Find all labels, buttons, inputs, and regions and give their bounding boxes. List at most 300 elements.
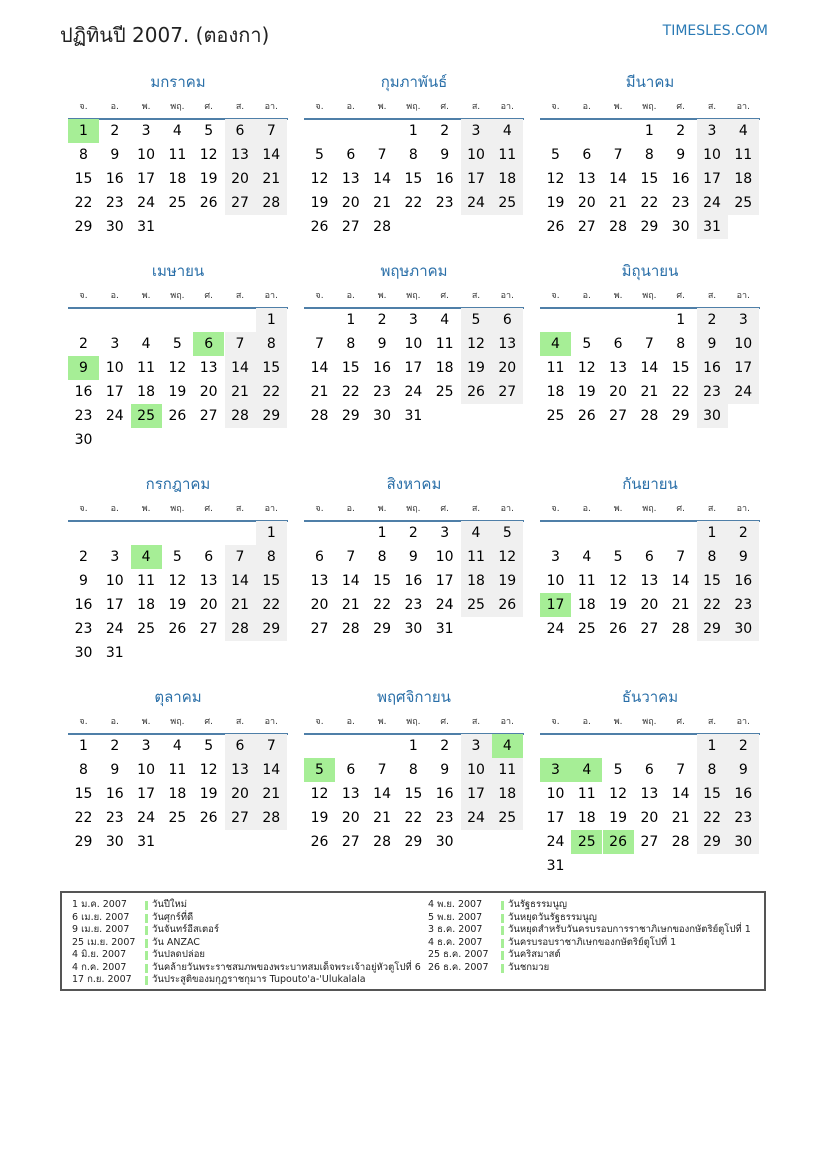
day-cell[interactable]: 1 [697, 521, 728, 545]
day-cell[interactable]: 21 [640, 384, 659, 400]
day-cell[interactable]: 22 [341, 384, 360, 400]
day-cell[interactable]: 25 [492, 806, 523, 830]
day-cell[interactable]: 14 [640, 360, 659, 376]
holiday-day-cell[interactable]: 9 [68, 356, 99, 380]
day-cell[interactable]: 10 [697, 143, 728, 167]
holiday-day-cell[interactable]: 4 [571, 758, 602, 782]
day-cell[interactable]: 30 [728, 830, 759, 854]
day-cell[interactable]: 27 [225, 191, 256, 215]
day-cell[interactable]: 6 [346, 762, 356, 778]
day-cell[interactable]: 6 [492, 308, 523, 332]
day-cell[interactable]: 24 [546, 621, 565, 637]
day-cell[interactable]: 19 [199, 786, 218, 802]
day-cell[interactable]: 27 [609, 408, 627, 424]
day-cell[interactable]: 24 [404, 384, 423, 400]
day-cell[interactable]: 11 [577, 573, 596, 589]
day-cell[interactable]: 28 [671, 621, 690, 637]
day-cell[interactable]: 22 [697, 593, 728, 617]
day-cell[interactable]: 18 [492, 782, 523, 806]
day-cell[interactable]: 28 [640, 408, 659, 424]
day-cell[interactable]: 6 [225, 734, 256, 758]
day-cell[interactable]: 5 [551, 147, 560, 163]
day-cell[interactable]: 19 [199, 171, 218, 187]
day-cell[interactable]: 8 [256, 332, 287, 356]
day-cell[interactable]: 24 [137, 195, 155, 211]
day-cell[interactable]: 9 [377, 336, 387, 352]
day-cell[interactable]: 7 [377, 762, 387, 778]
day-cell[interactable]: 11 [492, 758, 523, 782]
holiday-day-cell[interactable]: 25 [571, 830, 602, 854]
day-cell[interactable]: 19 [168, 384, 187, 400]
day-cell[interactable]: 29 [404, 834, 423, 850]
day-cell[interactable]: 18 [546, 384, 565, 400]
day-cell[interactable]: 20 [341, 810, 360, 826]
day-cell[interactable]: 16 [671, 171, 690, 187]
day-cell[interactable]: 19 [492, 569, 523, 593]
day-cell[interactable]: 13 [609, 360, 627, 376]
day-cell[interactable]: 27 [577, 219, 596, 235]
day-cell[interactable]: 29 [640, 219, 659, 235]
day-cell[interactable]: 21 [310, 384, 329, 400]
day-cell[interactable]: 26 [199, 810, 218, 826]
day-cell[interactable]: 12 [310, 786, 329, 802]
day-cell[interactable]: 12 [199, 762, 218, 778]
day-cell[interactable]: 30 [404, 621, 423, 637]
day-cell[interactable]: 26 [168, 621, 187, 637]
day-cell[interactable]: 31 [137, 834, 155, 850]
day-cell[interactable]: 1 [256, 521, 287, 545]
day-cell[interactable]: 31 [546, 858, 565, 874]
day-cell[interactable]: 26 [492, 593, 523, 617]
day-cell[interactable]: 13 [577, 171, 596, 187]
day-cell[interactable]: 22 [404, 195, 423, 211]
day-cell[interactable]: 15 [341, 360, 360, 376]
day-cell[interactable]: 28 [373, 219, 391, 235]
day-cell[interactable]: 29 [373, 621, 391, 637]
day-cell[interactable]: 30 [728, 617, 759, 641]
holiday-day-cell[interactable]: 6 [193, 332, 224, 356]
day-cell[interactable]: 21 [225, 593, 256, 617]
day-cell[interactable]: 22 [640, 195, 659, 211]
day-cell[interactable]: 15 [404, 786, 423, 802]
day-cell[interactable]: 21 [373, 810, 391, 826]
day-cell[interactable]: 5 [492, 521, 523, 545]
day-cell[interactable]: 8 [644, 147, 654, 163]
day-cell[interactable]: 28 [256, 806, 287, 830]
day-cell[interactable]: 8 [377, 549, 387, 565]
day-cell[interactable]: 4 [582, 549, 592, 565]
day-cell[interactable]: 15 [74, 786, 93, 802]
day-cell[interactable]: 13 [341, 171, 360, 187]
day-cell[interactable]: 9 [440, 762, 450, 778]
holiday-day-cell[interactable]: 4 [131, 545, 162, 569]
day-cell[interactable]: 26 [310, 219, 329, 235]
day-cell[interactable]: 27 [341, 834, 360, 850]
day-cell[interactable]: 7 [256, 734, 287, 758]
day-cell[interactable]: 20 [199, 384, 218, 400]
day-cell[interactable]: 20 [225, 167, 256, 191]
day-cell[interactable]: 23 [105, 195, 124, 211]
day-cell[interactable]: 20 [225, 782, 256, 806]
day-cell[interactable]: 19 [546, 195, 565, 211]
holiday-day-cell[interactable]: 5 [304, 758, 335, 782]
day-cell[interactable]: 21 [671, 810, 690, 826]
day-cell[interactable]: 12 [609, 786, 627, 802]
day-cell[interactable]: 8 [676, 336, 686, 352]
day-cell[interactable]: 16 [105, 171, 124, 187]
day-cell[interactable]: 10 [461, 143, 492, 167]
day-cell[interactable]: 9 [110, 762, 120, 778]
day-cell[interactable]: 16 [435, 171, 454, 187]
day-cell[interactable]: 26 [546, 219, 565, 235]
day-cell[interactable]: 11 [728, 143, 759, 167]
day-cell[interactable]: 25 [492, 191, 523, 215]
day-cell[interactable]: 27 [492, 380, 523, 404]
day-cell[interactable]: 4 [461, 521, 492, 545]
day-cell[interactable]: 11 [492, 143, 523, 167]
day-cell[interactable]: 25 [461, 593, 492, 617]
day-cell[interactable]: 25 [728, 191, 759, 215]
day-cell[interactable]: 7 [256, 119, 287, 143]
day-cell[interactable]: 20 [492, 356, 523, 380]
day-cell[interactable]: 7 [644, 336, 654, 352]
day-cell[interactable]: 26 [609, 621, 627, 637]
day-cell[interactable]: 22 [256, 380, 287, 404]
day-cell[interactable]: 20 [640, 810, 659, 826]
day-cell[interactable]: 14 [225, 569, 256, 593]
day-cell[interactable]: 16 [373, 360, 391, 376]
day-cell[interactable]: 22 [74, 810, 93, 826]
day-cell[interactable]: 18 [461, 569, 492, 593]
day-cell[interactable]: 6 [225, 119, 256, 143]
day-cell[interactable]: 15 [256, 356, 287, 380]
day-cell[interactable]: 10 [546, 573, 565, 589]
day-cell[interactable]: 22 [697, 806, 728, 830]
day-cell[interactable]: 16 [74, 384, 93, 400]
day-cell[interactable]: 10 [137, 762, 155, 778]
day-cell[interactable]: 27 [640, 834, 659, 850]
day-cell[interactable]: 18 [728, 167, 759, 191]
day-cell[interactable]: 24 [728, 380, 759, 404]
day-cell[interactable]: 30 [105, 834, 124, 850]
day-cell[interactable]: 29 [256, 404, 287, 428]
day-cell[interactable]: 30 [697, 404, 728, 428]
day-cell[interactable]: 31 [435, 621, 454, 637]
day-cell[interactable]: 3 [440, 525, 450, 541]
day-cell[interactable]: 31 [404, 408, 423, 424]
day-cell[interactable]: 5 [613, 549, 623, 565]
day-cell[interactable]: 28 [341, 621, 360, 637]
day-cell[interactable]: 21 [256, 167, 287, 191]
day-cell[interactable]: 1 [79, 738, 88, 754]
day-cell[interactable]: 6 [315, 549, 324, 565]
day-cell[interactable]: 2 [110, 123, 120, 139]
day-cell[interactable]: 23 [404, 597, 423, 613]
day-cell[interactable]: 3 [551, 549, 560, 565]
day-cell[interactable]: 19 [609, 810, 627, 826]
day-cell[interactable]: 3 [461, 734, 492, 758]
day-cell[interactable]: 18 [492, 167, 523, 191]
day-cell[interactable]: 19 [461, 356, 492, 380]
day-cell[interactable]: 14 [671, 786, 690, 802]
day-cell[interactable]: 29 [74, 219, 93, 235]
day-cell[interactable]: 6 [644, 762, 654, 778]
day-cell[interactable]: 1 [346, 312, 356, 328]
day-cell[interactable]: 5 [461, 308, 492, 332]
day-cell[interactable]: 11 [168, 147, 187, 163]
day-cell[interactable]: 5 [204, 738, 214, 754]
day-cell[interactable]: 24 [137, 810, 155, 826]
day-cell[interactable]: 29 [697, 830, 728, 854]
day-cell[interactable]: 10 [435, 549, 454, 565]
day-cell[interactable]: 10 [404, 336, 423, 352]
day-cell[interactable]: 26 [310, 834, 329, 850]
day-cell[interactable]: 23 [74, 621, 93, 637]
day-cell[interactable]: 12 [577, 360, 596, 376]
day-cell[interactable]: 23 [697, 380, 728, 404]
day-cell[interactable]: 13 [225, 143, 256, 167]
day-cell[interactable]: 6 [582, 147, 592, 163]
day-cell[interactable]: 7 [377, 147, 387, 163]
day-cell[interactable]: 7 [676, 549, 686, 565]
day-cell[interactable]: 1 [377, 525, 387, 541]
day-cell[interactable]: 13 [225, 758, 256, 782]
day-cell[interactable]: 28 [671, 834, 690, 850]
day-cell[interactable]: 23 [728, 593, 759, 617]
day-cell[interactable]: 5 [204, 123, 214, 139]
day-cell[interactable]: 15 [373, 573, 391, 589]
day-cell[interactable]: 12 [168, 573, 187, 589]
day-cell[interactable]: 4 [172, 738, 182, 754]
day-cell[interactable]: 27 [199, 621, 218, 637]
day-cell[interactable]: 30 [74, 645, 93, 661]
day-cell[interactable]: 26 [577, 408, 596, 424]
day-cell[interactable]: 16 [697, 356, 728, 380]
day-cell[interactable]: 28 [373, 834, 391, 850]
day-cell[interactable]: 14 [256, 143, 287, 167]
day-cell[interactable]: 29 [256, 617, 287, 641]
day-cell[interactable]: 29 [697, 617, 728, 641]
day-cell[interactable]: 22 [671, 384, 690, 400]
day-cell[interactable]: 13 [310, 573, 329, 589]
day-cell[interactable]: 9 [79, 573, 88, 589]
day-cell[interactable]: 11 [168, 762, 187, 778]
day-cell[interactable]: 8 [697, 545, 728, 569]
day-cell[interactable]: 28 [609, 219, 627, 235]
day-cell[interactable]: 17 [137, 171, 155, 187]
day-cell[interactable]: 1 [408, 738, 418, 754]
day-cell[interactable]: 28 [256, 191, 287, 215]
day-cell[interactable]: 31 [137, 219, 155, 235]
day-cell[interactable]: 13 [199, 360, 218, 376]
day-cell[interactable]: 21 [256, 782, 287, 806]
day-cell[interactable]: 15 [697, 569, 728, 593]
day-cell[interactable]: 17 [105, 597, 124, 613]
day-cell[interactable]: 6 [644, 549, 654, 565]
holiday-day-cell[interactable]: 26 [603, 830, 634, 854]
day-cell[interactable]: 10 [105, 360, 124, 376]
day-cell[interactable]: 26 [199, 195, 218, 211]
day-cell[interactable]: 23 [74, 408, 93, 424]
day-cell[interactable]: 19 [310, 810, 329, 826]
day-cell[interactable]: 12 [199, 147, 218, 163]
day-cell[interactable]: 11 [435, 336, 454, 352]
day-cell[interactable]: 19 [609, 597, 627, 613]
day-cell[interactable]: 2 [697, 308, 728, 332]
day-cell[interactable]: 3 [110, 336, 120, 352]
day-cell[interactable]: 14 [225, 356, 256, 380]
day-cell[interactable]: 20 [577, 195, 596, 211]
day-cell[interactable]: 27 [341, 219, 360, 235]
day-cell[interactable]: 20 [199, 597, 218, 613]
day-cell[interactable]: 4 [141, 336, 151, 352]
day-cell[interactable]: 17 [404, 360, 423, 376]
day-cell[interactable]: 3 [141, 738, 151, 754]
day-cell[interactable]: 2 [676, 123, 686, 139]
day-cell[interactable]: 7 [676, 762, 686, 778]
day-cell[interactable]: 17 [105, 384, 124, 400]
day-cell[interactable]: 12 [609, 573, 627, 589]
holiday-day-cell[interactable]: 1 [68, 119, 99, 143]
day-cell[interactable]: 16 [728, 782, 759, 806]
day-cell[interactable]: 20 [310, 597, 329, 613]
day-cell[interactable]: 2 [110, 738, 120, 754]
day-cell[interactable]: 10 [461, 758, 492, 782]
holiday-day-cell[interactable]: 4 [492, 734, 523, 758]
day-cell[interactable]: 6 [613, 336, 623, 352]
day-cell[interactable]: 5 [172, 549, 182, 565]
day-cell[interactable]: 23 [671, 195, 690, 211]
day-cell[interactable]: 16 [728, 569, 759, 593]
day-cell[interactable]: 3 [110, 549, 120, 565]
day-cell[interactable]: 4 [492, 119, 523, 143]
day-cell[interactable]: 15 [671, 360, 690, 376]
day-cell[interactable]: 30 [435, 834, 454, 850]
day-cell[interactable]: 7 [225, 545, 256, 569]
day-cell[interactable]: 24 [435, 597, 454, 613]
day-cell[interactable]: 29 [341, 408, 360, 424]
day-cell[interactable]: 30 [373, 408, 391, 424]
day-cell[interactable]: 8 [697, 758, 728, 782]
day-cell[interactable]: 25 [168, 810, 187, 826]
day-cell[interactable]: 30 [74, 432, 93, 448]
day-cell[interactable]: 29 [671, 408, 690, 424]
day-cell[interactable]: 12 [461, 332, 492, 356]
day-cell[interactable]: 17 [728, 356, 759, 380]
day-cell[interactable]: 3 [697, 119, 728, 143]
day-cell[interactable]: 8 [408, 147, 418, 163]
holiday-day-cell[interactable]: 4 [540, 332, 571, 356]
day-cell[interactable]: 7 [346, 549, 356, 565]
day-cell[interactable]: 21 [341, 597, 360, 613]
day-cell[interactable]: 17 [461, 167, 492, 191]
day-cell[interactable]: 2 [79, 336, 88, 352]
day-cell[interactable]: 19 [577, 384, 596, 400]
day-cell[interactable]: 8 [79, 147, 88, 163]
day-cell[interactable]: 25 [435, 384, 454, 400]
day-cell[interactable]: 23 [435, 810, 454, 826]
day-cell[interactable]: 1 [644, 123, 654, 139]
day-cell[interactable]: 13 [640, 573, 659, 589]
day-cell[interactable]: 9 [728, 545, 759, 569]
day-cell[interactable]: 24 [697, 191, 728, 215]
day-cell[interactable]: 18 [137, 384, 155, 400]
day-cell[interactable]: 17 [697, 167, 728, 191]
day-cell[interactable]: 28 [225, 404, 256, 428]
day-cell[interactable]: 19 [310, 195, 329, 211]
day-cell[interactable]: 5 [172, 336, 182, 352]
day-cell[interactable]: 13 [199, 573, 218, 589]
day-cell[interactable]: 29 [74, 834, 93, 850]
day-cell[interactable]: 3 [141, 123, 151, 139]
day-cell[interactable]: 9 [728, 758, 759, 782]
day-cell[interactable]: 24 [461, 191, 492, 215]
day-cell[interactable]: 12 [168, 360, 187, 376]
day-cell[interactable]: 15 [697, 782, 728, 806]
day-cell[interactable]: 13 [492, 332, 523, 356]
day-cell[interactable]: 5 [315, 147, 324, 163]
day-cell[interactable]: 1 [676, 312, 686, 328]
day-cell[interactable]: 1 [697, 734, 728, 758]
day-cell[interactable]: 18 [137, 597, 155, 613]
day-cell[interactable]: 22 [373, 597, 391, 613]
day-cell[interactable]: 23 [728, 806, 759, 830]
day-cell[interactable]: 11 [137, 360, 155, 376]
day-cell[interactable]: 23 [373, 384, 391, 400]
day-cell[interactable]: 5 [613, 762, 623, 778]
day-cell[interactable]: 2 [440, 123, 450, 139]
day-cell[interactable]: 10 [728, 332, 759, 356]
day-cell[interactable]: 8 [408, 762, 418, 778]
day-cell[interactable]: 31 [105, 645, 124, 661]
day-cell[interactable]: 22 [256, 593, 287, 617]
day-cell[interactable]: 16 [105, 786, 124, 802]
day-cell[interactable]: 19 [168, 597, 187, 613]
day-cell[interactable]: 20 [341, 195, 360, 211]
holiday-day-cell[interactable]: 3 [540, 758, 571, 782]
day-cell[interactable]: 14 [310, 360, 329, 376]
day-cell[interactable]: 26 [461, 380, 492, 404]
day-cell[interactable]: 13 [341, 786, 360, 802]
day-cell[interactable]: 7 [613, 147, 623, 163]
day-cell[interactable]: 9 [697, 332, 728, 356]
day-cell[interactable]: 9 [676, 147, 686, 163]
day-cell[interactable]: 5 [582, 336, 592, 352]
day-cell[interactable]: 28 [225, 617, 256, 641]
day-cell[interactable]: 18 [577, 597, 596, 613]
day-cell[interactable]: 11 [137, 573, 155, 589]
day-cell[interactable]: 2 [408, 525, 418, 541]
day-cell[interactable]: 8 [256, 545, 287, 569]
day-cell[interactable]: 8 [79, 762, 88, 778]
day-cell[interactable]: 9 [440, 147, 450, 163]
day-cell[interactable]: 27 [310, 621, 329, 637]
day-cell[interactable]: 15 [256, 569, 287, 593]
day-cell[interactable]: 30 [105, 219, 124, 235]
day-cell[interactable]: 7 [315, 336, 324, 352]
day-cell[interactable]: 1 [408, 123, 418, 139]
day-cell[interactable]: 9 [408, 549, 418, 565]
day-cell[interactable]: 18 [168, 786, 187, 802]
day-cell[interactable]: 16 [404, 573, 423, 589]
day-cell[interactable]: 17 [546, 810, 565, 826]
day-cell[interactable]: 27 [225, 806, 256, 830]
day-cell[interactable]: 2 [440, 738, 450, 754]
day-cell[interactable]: 14 [373, 171, 391, 187]
day-cell[interactable]: 4 [728, 119, 759, 143]
day-cell[interactable]: 10 [137, 147, 155, 163]
day-cell[interactable]: 18 [577, 810, 596, 826]
